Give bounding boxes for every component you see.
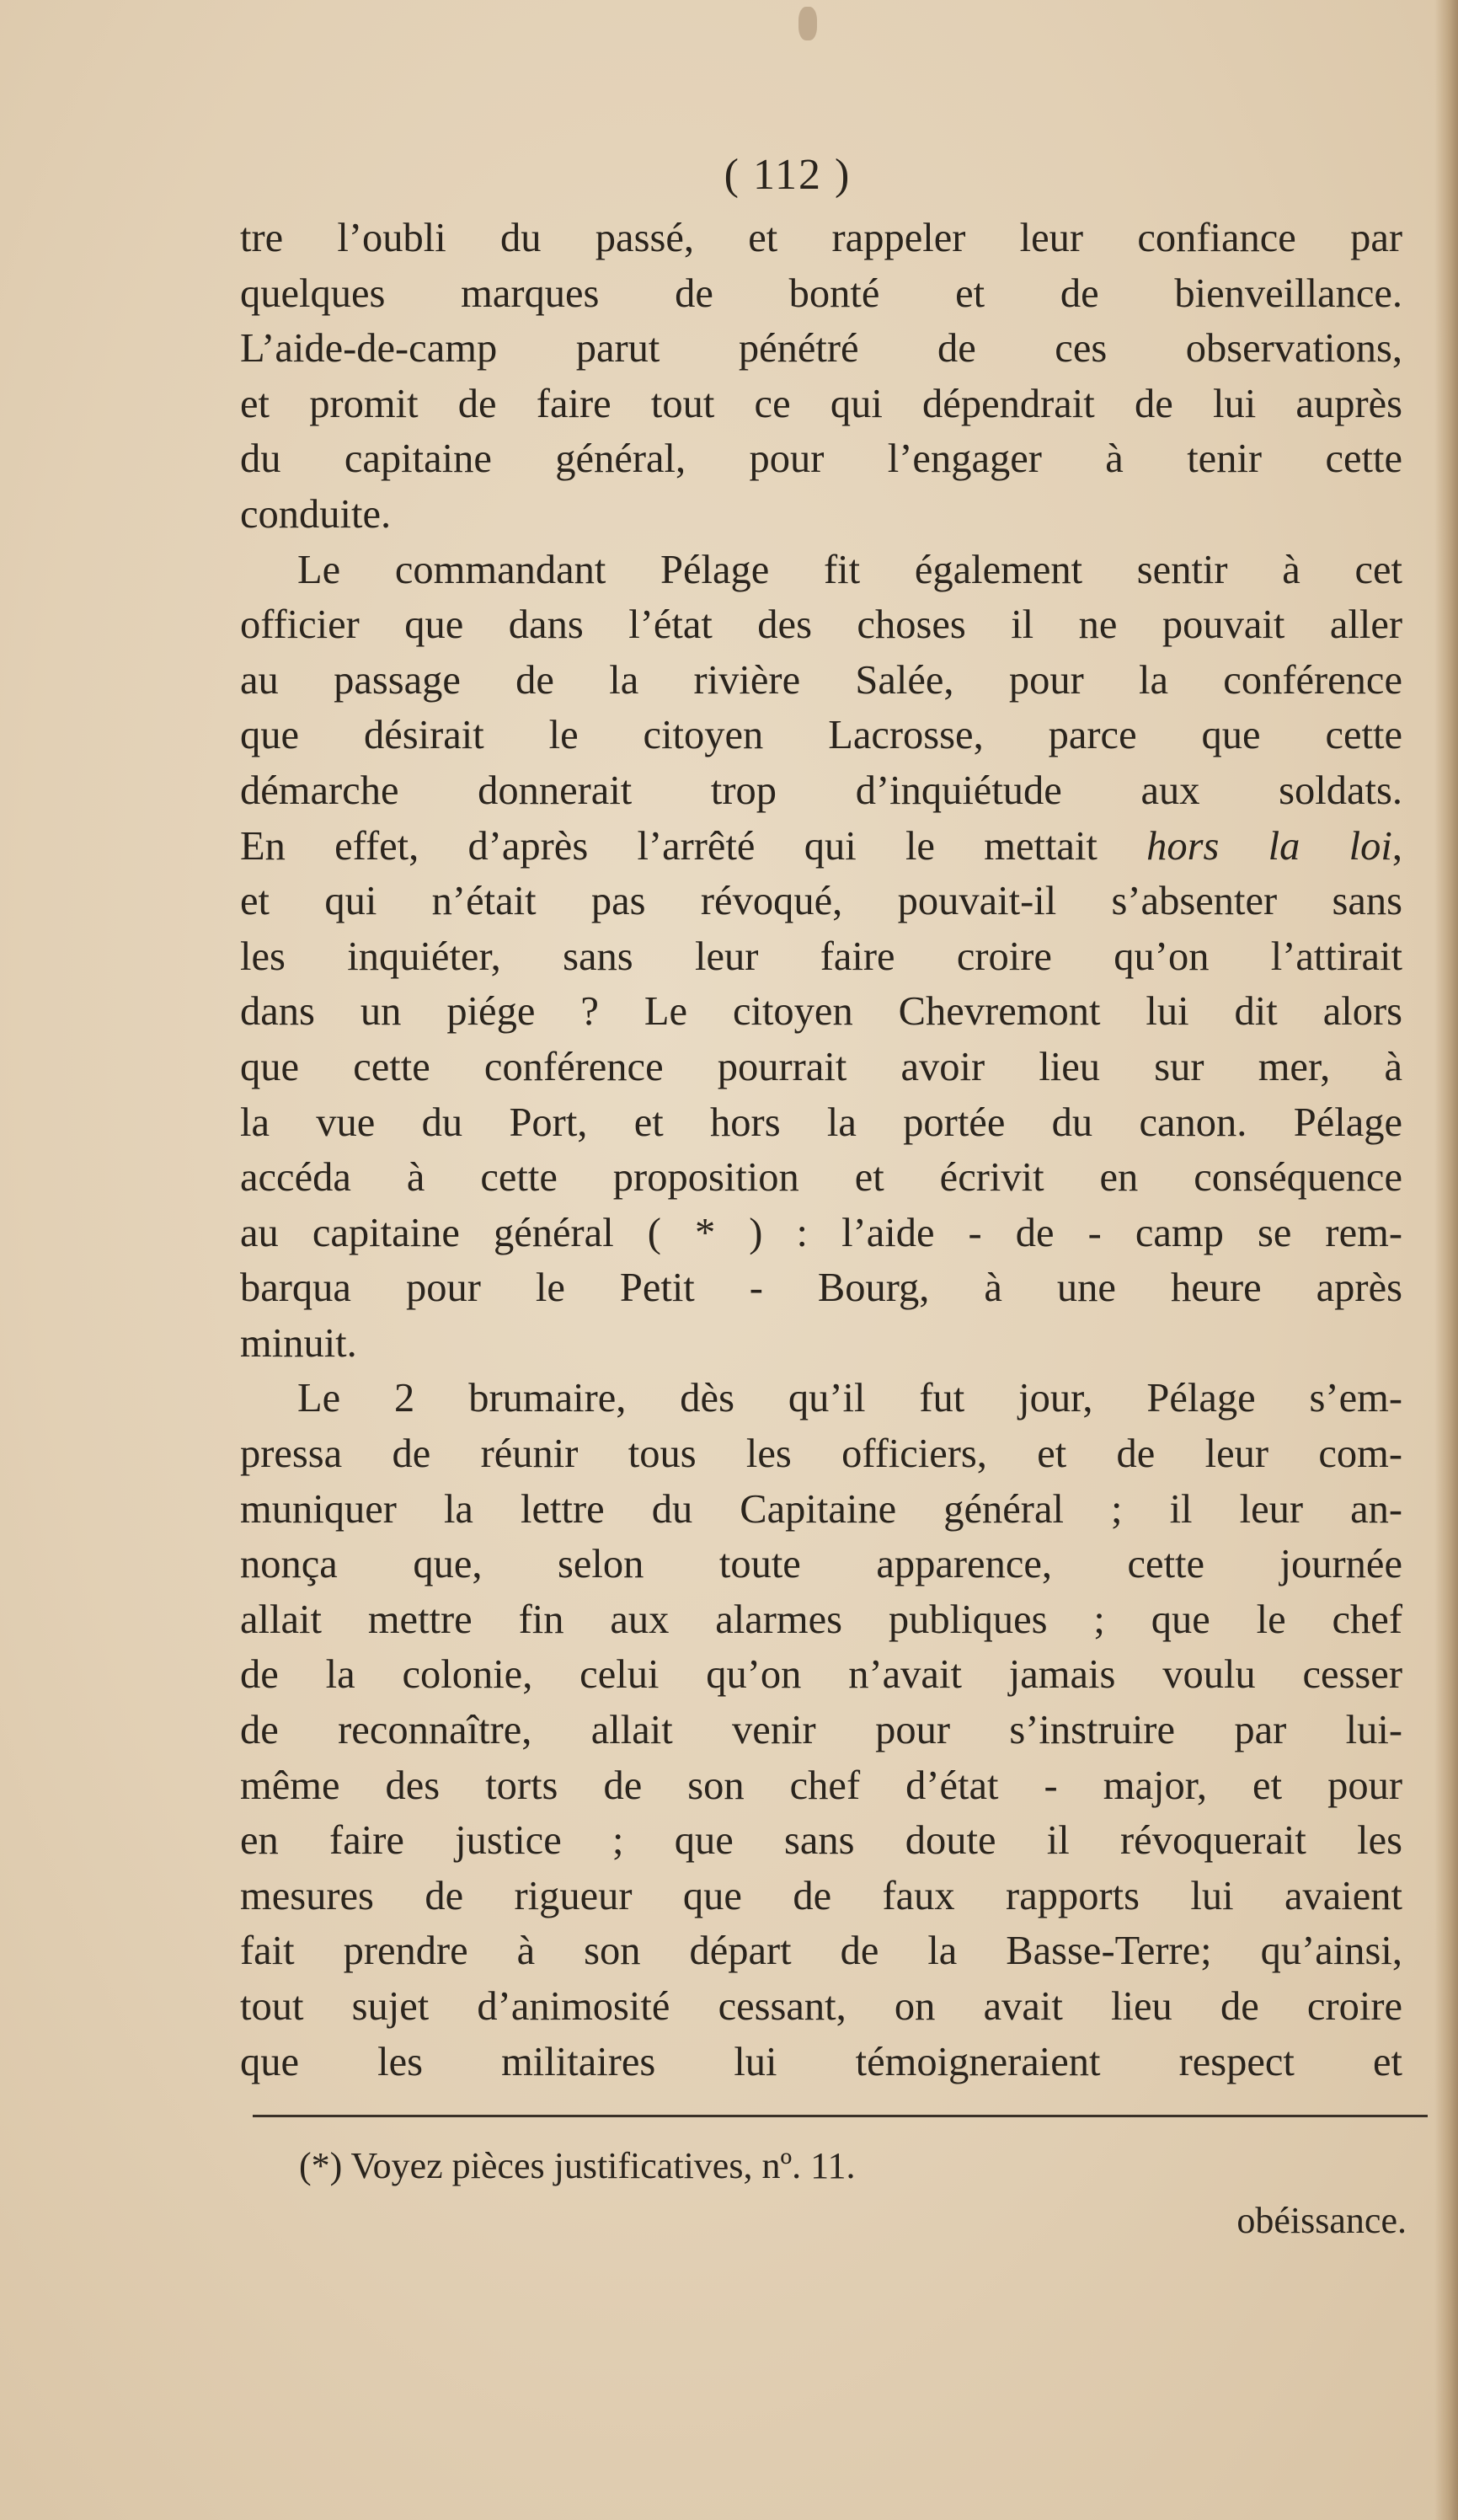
text-line: et promit de faire tout ce qui dépendrait de lui auprès	[240, 381, 1402, 426]
footnote: (*) Voyez pièces justificatives, nº. 11.	[299, 2145, 856, 2186]
text-line: conduite.	[240, 491, 392, 537]
text-line: que cette conférence pourrait avoir lieu sur mer, à	[240, 1044, 1402, 1089]
text-segment: En effet, d’après l’arrêté qui le mettait	[240, 823, 1098, 869]
text-line: mesures de rigueur que de faux rapports lui avaient	[240, 1873, 1402, 1918]
text-line: démarche donnerait trop d’inquiétude aux soldats.	[240, 768, 1402, 813]
text-line: de la colonie, celui qu’on n’avait jamais voulu cesser	[240, 1652, 1402, 1698]
text-line: nonça que, selon toute apparence, cette journée	[240, 1542, 1402, 1587]
text-line: Le 2 brumaire, dès qu’il fut jour, Pélage s’em-	[297, 1376, 1402, 1421]
text-line: même des torts de son chef d’état - major, et pour	[240, 1763, 1402, 1808]
page-edge-shadow	[1434, 0, 1458, 2520]
text-line: tre l’oubli du passé, et rappeler leur confiance par	[240, 216, 1402, 260]
text-line: que désirait le citoyen Lacrosse, parce que cette	[240, 713, 1402, 758]
text-line: et qui n’était pas révoqué, pouvait-il s’absenter sans	[240, 879, 1402, 924]
text-line: la vue du Port, et hors la portée du canon. Pélage	[240, 1099, 1402, 1145]
body-text	[240, 211, 1402, 2089]
text-line: muniquer la lettre du Capitaine général ; il leur an-	[240, 1486, 1402, 1532]
text-line: L’aide-de-camp parut pénétré de ces observations,	[240, 326, 1402, 372]
text-line: tout sujet d’animosité cessant, on avait lieu de croire	[240, 1984, 1402, 2029]
text-line: les inquiéter, sans leur faire croire qu’on l’attirait	[240, 934, 1402, 979]
footnote-divider	[253, 2115, 1428, 2117]
text-line: du capitaine général, pour l’engager à tenir cette	[240, 436, 1402, 482]
text-line: officier que dans l’état des choses il ne pouvait aller	[240, 602, 1402, 648]
text-line: que les militaires lui témoigneraient respect et	[240, 2039, 1402, 2084]
text-line-with-italic: En effet, d’après l’arrêté qui le mettait hors la loi,	[240, 823, 1402, 869]
text-line: Le commandant Pélage fit également sentir à cet	[297, 547, 1402, 592]
text-line: pressa de réunir tous les officiers, et de leur com-	[240, 1431, 1402, 1477]
text-line: en faire justice ; que sans doute il révoquerait les	[240, 1818, 1402, 1864]
text-line: au passage de la rivière Salée, pour la conférence	[240, 657, 1402, 703]
text-line: dans un piége ? Le citoyen Chevremont lui dit alors	[240, 989, 1402, 1035]
text-line: allait mettre fin aux alarmes publiques ; que le chef	[240, 1597, 1402, 1642]
text-line: au capitaine général ( * ) : l’aide - de - camp se rem-	[240, 1210, 1402, 1255]
italic-phrase: hors la loi	[1146, 823, 1392, 869]
text-line: fait prendre à son départ de la Basse-Terre; qu’ainsi,	[240, 1929, 1402, 1974]
text-line: quelques marques de bonté et de bienveillance.	[240, 270, 1402, 316]
paper-stain	[798, 7, 817, 40]
catchword: obéissance.	[1236, 2200, 1407, 2241]
text-line: minuit.	[240, 1320, 357, 1366]
text-line: barqua pour le Petit - Bourg, à une heure après	[240, 1265, 1402, 1311]
text-line: accéda à cette proposition et écrivit en conséquence	[240, 1155, 1402, 1201]
page-number: ( 112 )	[724, 151, 852, 199]
text-line: de reconnaître, allait venir pour s’instruire par lui-	[240, 1708, 1402, 1753]
